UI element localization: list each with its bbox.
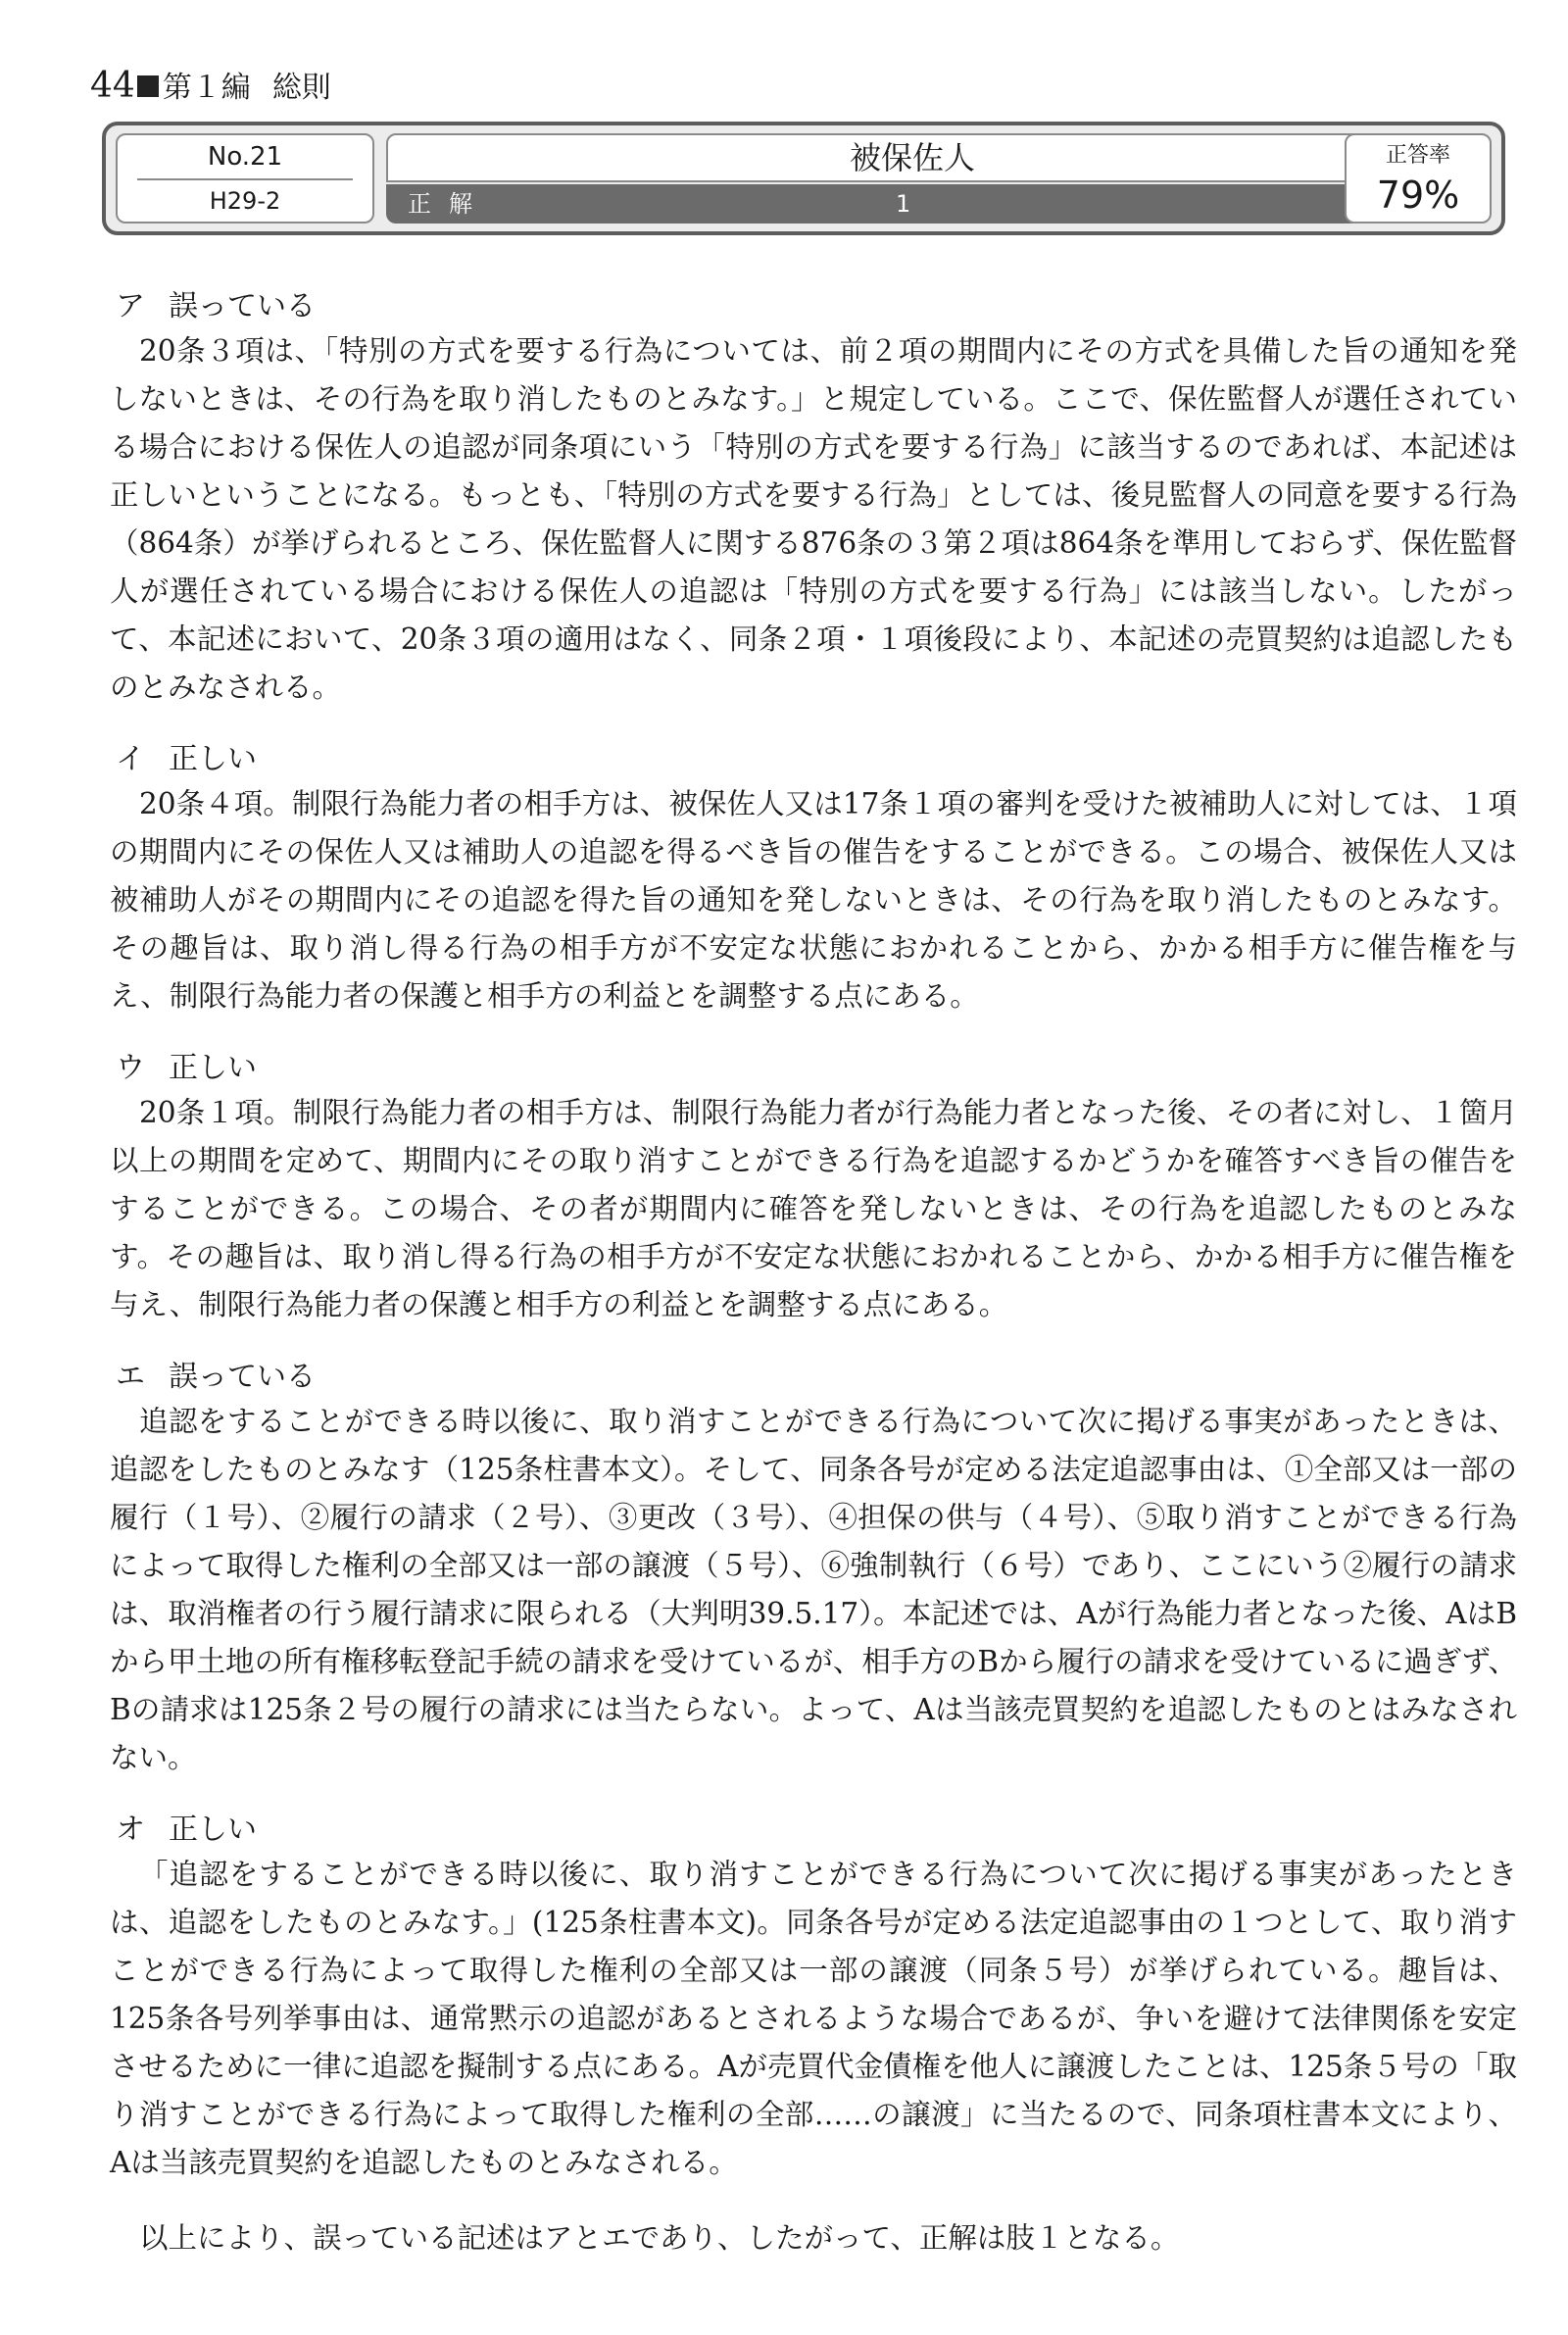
part-label: 第１編 [162,71,251,105]
item-verdict: 誤っている [169,1360,316,1394]
item-mark: ア [116,289,145,323]
question-number: No.21 [137,135,353,180]
item-heading [116,1357,1517,1398]
correct-rate-panel [1345,133,1492,224]
answer-bar [386,184,1439,224]
item-heading [116,739,1517,780]
item-verdict: 誤っている [169,289,316,323]
explanation-item-u [110,1048,1517,1329]
answer-label: 正解 [408,190,490,218]
running-head [90,67,331,108]
square-bullet-icon [137,75,159,97]
item-heading [116,286,1517,327]
item-mark: イ [116,742,145,776]
question-title: 被保佐人 [386,133,1439,182]
item-heading [116,1810,1517,1851]
question-year: H29-2 [209,187,281,215]
explanation-body [110,286,1517,2262]
item-text: 「追認をすることができる時以後に、取り消すことができる行為について次に掲げる事実があったときは、追認をしたものとみなす。」(125条柱書本文)。同条各号が定める法定追認事由の１つとして、取り消すことができる行為によって取得した権利の全部又は一部の譲渡（同条５号）が挙げられている。趣旨は、125条各号列挙事由は、通常黙示の追認があるとされるような場合であるが、争いを避けて法律関係を安定させるために一律に追認を擬制する点にある。Aが売買代金債権を他人に譲渡したことは、125条５号の「取り消すことができる行為によって取得した権利の全部……の譲渡」に当たるので、同条項柱書本文により、Aは当該売買契約を追認したものとみなされる。 [110,1858,1517,2179]
item-heading [116,1048,1517,1089]
page-number: 44 [90,66,135,106]
item-mark: オ [116,1813,145,1847]
correct-rate-value: 79% [1376,174,1460,217]
item-text: 20条３項は、「特別の方式を要する行為については、前２項の期間内にその方式を具備した旨の通知を発しないときは、その行為を取り消したものとみなす。」と規定している。ここで、保佐監督人が選任されている場合における保佐人の追認が同条項にいう「特別の方式を要する行為」に該当するのであれば、本記述は正しいということになる。もっとも、「特別の方式を要する行為」としては、後見監督人の同意を要する行為（864条）が挙げられるところ、保佐監督人に関する876条の３第２項は864条を準用しておらず、保佐監督人が選任されている場合における保佐人の追認は「特別の方式を要する行為」には該当しない。したがって、本記述において、20条３項の適用はなく、同条２項・１項後段により、本記述の売買契約は追認したものとみなされる。 [110,334,1517,704]
explanation-item-o [110,1810,1517,2187]
item-text: 20条１項。制限行為能力者の相手方は、制限行為能力者が行為能力者となった後、その者に対し、１箇月以上の期間を定めて、期間内にその取り消すことができる行為を追認するかどうかを確答すべき旨の催告をすることができる。この場合、その者が期間内に確答を発しないときは、その行為を追認したものとみなす。その趣旨は、取り消し得る行為の相手方が不安定な状態におかれることから、かかる相手方に催告権を与え、制限行為能力者の保護と相手方の利益とを調整する点にある。 [110,1096,1518,1321]
question-header-box [102,122,1505,235]
item-verdict: 正しい [169,1813,257,1847]
correct-rate-label: 正答率 [1385,143,1450,168]
item-mark: エ [116,1360,145,1394]
part-name: 総則 [271,71,331,105]
question-main-panel [386,133,1439,224]
answer-value: 1 [896,190,911,218]
item-mark: ウ [116,1051,145,1085]
explanation-item-i [110,739,1517,1020]
item-verdict: 正しい [169,1051,257,1085]
explanation-item-e [110,1357,1517,1782]
explanation-item-a [110,286,1517,712]
conclusion-text: 以上により、誤っている記述はアとエであり、したがって、正解は肢１となる。 [139,2221,1180,2255]
item-text: 20条４項。制限行為能力者の相手方は、被保佐人又は17条１項の審判を受けた被補助人に対しては、１項の期間内にその保佐人又は補助人の追認を得るべき旨の催告をすることができる。この場合、被保佐人又は被補助人がその期間内にその追認を得た旨の通知を発しないときは、その行為を取り消したものとみなす。その趣旨は、取り消し得る行為の相手方が不安定な状態におかれることから、かかる相手方に催告権を与え、制限行為能力者の保護と相手方の利益とを調整する点にある。 [110,787,1517,1013]
question-id-panel [116,133,374,224]
item-text: 追認をすることができる時以後に、取り消すことができる行為について次に掲げる事実があったときは、追認をしたものとみなす（125条柱書本文）。そして、同条各号が定める法定追認事由は、①全部又は一部の履行（１号）、②履行の請求（２号）、③更改（３号）、④担保の供与（４号）、⑤取り消すことができる行為によって取得した権利の全部又は一部の譲渡（５号）、⑥強制執行（６号）であり、ここにいう②履行の請求は、取消権者の行う履行請求に限られる（大判明39.5.17）。本記述では、Aが行為能力者となった後、AはBから甲土地の所有権移転登記手続の請求を受けているが、相手方のBから履行の請求を受けているに過ぎず、Bの請求は125条２号の履行の請求には当たらない。よって、Aは当該売買契約を追認したものとはみなされない。 [110,1405,1517,1774]
item-verdict: 正しい [169,742,257,776]
